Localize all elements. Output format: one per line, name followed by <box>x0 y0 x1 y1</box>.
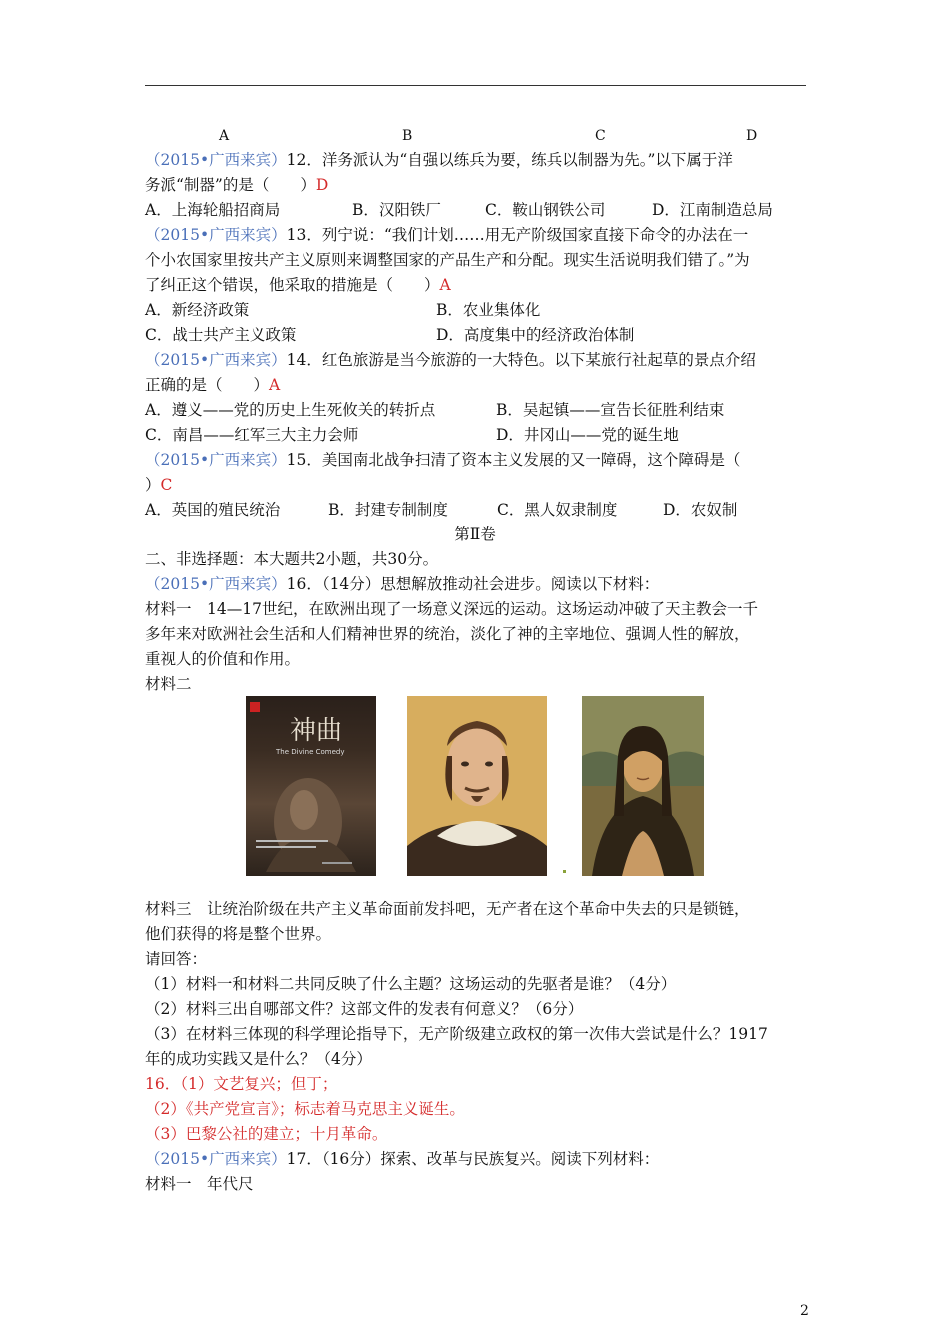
publisher-logo-icon <box>250 702 260 712</box>
q12-option-c: C．鞍山钢铁公司 <box>485 201 606 219</box>
mona-lisa-painting <box>582 696 704 876</box>
section2-title: 第Ⅱ卷 <box>454 525 496 543</box>
mona-lisa-art <box>582 696 704 876</box>
q15-option-d: D．农奴制 <box>663 501 738 519</box>
q13-line3 <box>145 273 451 297</box>
q13-line1 <box>145 223 748 247</box>
q14-option-b: B．吴起镇——宣告长征胜利结束 <box>496 401 725 419</box>
q16-answer1: 16．（1）文艺复兴；但丁； <box>145 1075 338 1093</box>
header-rule <box>145 85 806 86</box>
q12-option-a: A．上海轮船招商局 <box>145 201 281 219</box>
q13-option-b: B．农业集体化 <box>436 301 541 319</box>
q16-material2-label: 材料二 <box>145 675 192 693</box>
choice-label-a: A <box>219 128 230 144</box>
q16-source: （2015•广西来宾） <box>145 575 287 593</box>
q17-line1 <box>145 1147 659 1171</box>
q16-answer3: （3）巴黎公社的建立；十月革命。 <box>145 1125 388 1143</box>
stray-mark <box>563 870 566 873</box>
q14-text2: 正确的是（ ） <box>145 376 270 394</box>
q15-line2 <box>145 473 172 497</box>
q13-text1: 13．列宁说：“我们计划……用无产阶级国家直接下命令的办法在一 <box>286 226 749 244</box>
q13-line2: 个小农国家里按共产主义原则来调整国家的产品生产和分配。现实生活说明我们错了。”为 <box>145 251 750 269</box>
book-title-cn: 神曲 <box>290 716 343 746</box>
q14-answer: A <box>269 376 281 394</box>
q15-source: （2015•广西来宾） <box>145 451 287 469</box>
q17-text1: 17．（16分）探索、改革与民族复兴。阅读下列材料： <box>286 1150 660 1168</box>
q15-text1: 15．美国南北战争扫清了资本主义发展的又一障碍，这个障碍是（ <box>286 451 741 469</box>
section2-heading: 二、非选择题：本大题共2小题，共30分。 <box>145 550 439 568</box>
q13-option-a: A．新经济政策 <box>145 301 250 319</box>
q12-line2 <box>145 173 328 197</box>
choice-label-c: C <box>595 128 606 144</box>
q12-answer: D <box>315 176 329 194</box>
q12-source: （2015•广西来宾） <box>145 151 287 169</box>
q14-source: （2015•广西来宾） <box>145 351 287 369</box>
q13-answer: A <box>439 276 451 294</box>
q16-material1-line3: 重视人的价值和作用。 <box>145 650 301 668</box>
q15-option-b: B．封建专制制度 <box>328 501 448 519</box>
q13-source: （2015•广西来宾） <box>145 226 287 244</box>
divine-comedy-book-cover <box>246 696 376 876</box>
q12-line1 <box>145 148 733 172</box>
q13-text3: 了纠正这个错误，他采取的措施是（ ） <box>145 276 440 294</box>
q12-text1: 12．洋务派认为“自强以练兵为要，练兵以制器为先。”以下属于洋 <box>286 151 733 169</box>
q15-answer: C <box>160 476 173 494</box>
book-cover-artwork <box>246 762 376 876</box>
choice-label-b: B <box>402 128 413 144</box>
q16-material3-line1: 材料三 让统治阶级在共产主义革命面前发抖吧，无产者在这个革命中失去的只是锁链， <box>145 900 750 918</box>
q14-line2 <box>145 373 280 397</box>
q16-sub1: （1）材料一和材料二共同反映了什么主题？这场运动的先驱者是谁？（4分） <box>145 975 677 993</box>
q16-sub3-line2: 年的成功实践又是什么？（4分） <box>145 1050 372 1068</box>
q13-option-d: D．高度集中的经济政治体制 <box>436 326 635 344</box>
q14-text1: 14．红色旅游是当今旅游的一大特色。以下某旅行社起草的景点介绍 <box>286 351 756 369</box>
q15-option-a: A．英国的殖民统治 <box>145 501 281 519</box>
q16-prompt: 请回答： <box>145 950 208 968</box>
q16-material1-line1: 材料一 14—17世纪，在欧洲出现了一场意义深远的运动。这场运动冲破了天主教会一千 <box>145 600 758 618</box>
q14-line1 <box>145 348 756 372</box>
q13-option-c: C．战士共产主义政策 <box>145 326 297 344</box>
q16-material3-line2: 他们获得的将是整个世界。 <box>145 925 332 943</box>
q15-option-c: C．黑人奴隶制度 <box>497 501 618 519</box>
shakespeare-portrait-art <box>407 696 547 876</box>
q16-text1: 16．（14分）思想解放推动社会进步。阅读以下材料： <box>286 575 660 593</box>
shakespeare-portrait <box>407 696 547 876</box>
q16-line1 <box>145 572 659 596</box>
q16-sub2: （2）材料三出自哪部文件？这部文件的发表有何意义？（6分） <box>145 1000 584 1018</box>
q17-source: （2015•广西来宾） <box>145 1150 287 1168</box>
q12-text2: 务派“制器”的是（ ） <box>145 176 316 194</box>
book-title-en: The Divine Comedy <box>276 748 345 756</box>
q12-option-b: B．汉阳铁厂 <box>352 201 441 219</box>
q12-option-d: D．江南制造总局 <box>652 201 773 219</box>
q16-answer2: （2）《共产党宣言》；标志着马克思主义诞生。 <box>145 1100 465 1118</box>
q14-option-d: D．井冈山——党的诞生地 <box>496 426 679 444</box>
choice-label-d: D <box>746 128 758 144</box>
page-number: 2 <box>800 1303 809 1319</box>
q16-sub3-line1: （3）在材料三体现的科学理论指导下，无产阶级建立政权的第一次伟大尝试是什么？1917 <box>145 1025 768 1043</box>
q14-option-c: C．南昌——红军三大主力会师 <box>145 426 359 444</box>
q17-material1: 材料一 年代尺 <box>145 1175 254 1193</box>
q15-text2: ） <box>145 476 161 494</box>
q14-option-a: A．遵义——党的历史上生死攸关的转折点 <box>145 401 436 419</box>
q16-material1-line2: 多年来对欧洲社会生活和人们精神世界的统治，淡化了神的主宰地位、强调人性的解放， <box>145 625 750 643</box>
q15-line1 <box>145 448 740 472</box>
